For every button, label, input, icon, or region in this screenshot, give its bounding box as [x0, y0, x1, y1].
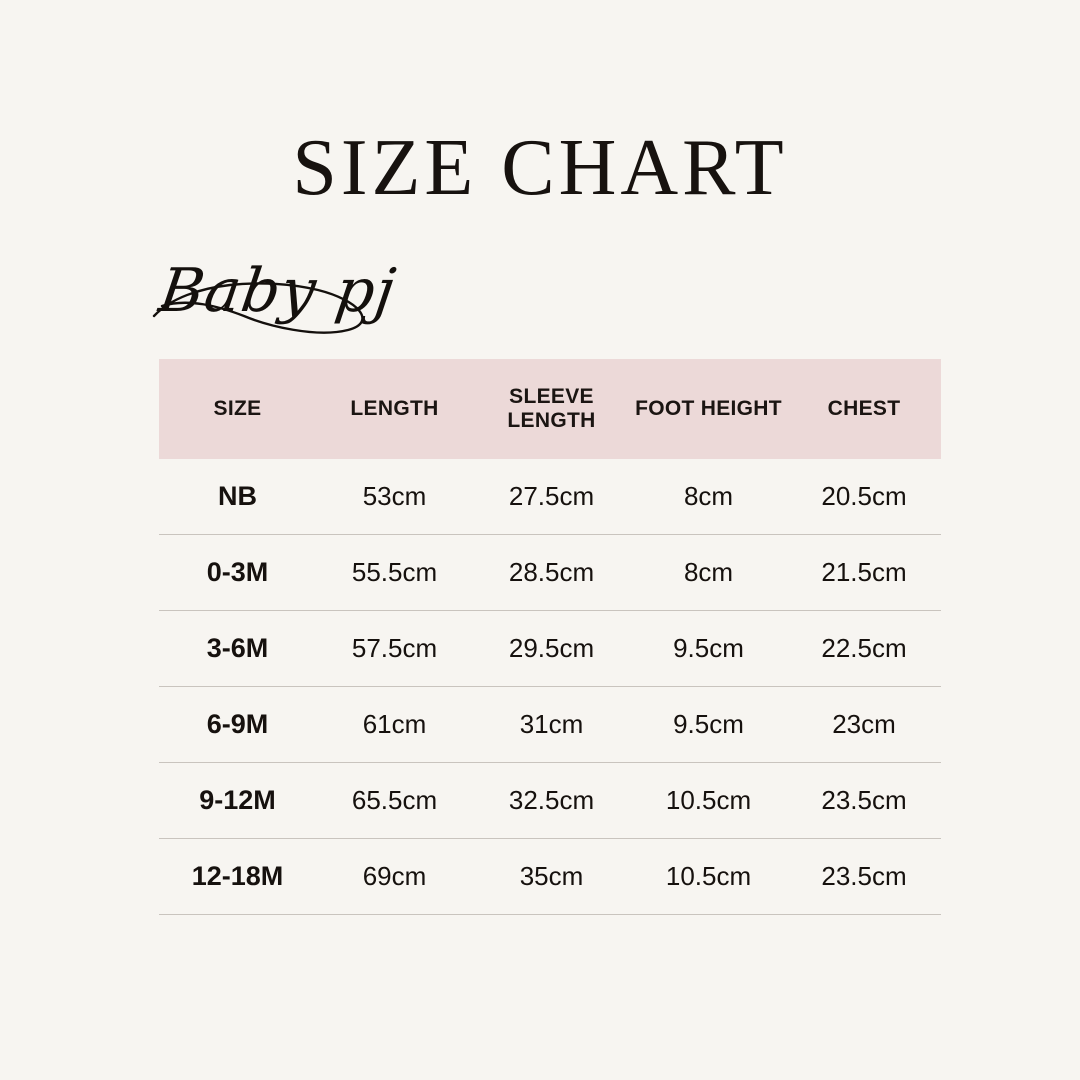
table-row [159, 459, 941, 535]
cell-chest: 22.5cm [787, 611, 941, 687]
cell-sleeve-length: 35cm [473, 839, 630, 915]
size-chart-table [159, 359, 941, 915]
cell-chest: 23.5cm [787, 763, 941, 839]
cell-foot-height: 8cm [630, 459, 787, 535]
cell-length: 69cm [316, 839, 473, 915]
cell-sleeve-length: 28.5cm [473, 535, 630, 611]
column-header-chest: CHEST [787, 359, 941, 459]
cell-foot-height: 9.5cm [630, 687, 787, 763]
column-header-size: SIZE [159, 359, 316, 459]
cell-chest: 20.5cm [787, 459, 941, 535]
cell-foot-height: 10.5cm [630, 839, 787, 915]
cell-size: 3-6M [159, 611, 316, 687]
table-row [159, 763, 941, 839]
table-header-row [159, 359, 941, 459]
cell-length: 55.5cm [316, 535, 473, 611]
table-row [159, 687, 941, 763]
table-row [159, 611, 941, 687]
cell-chest: 23.5cm [787, 839, 941, 915]
cell-length: 65.5cm [316, 763, 473, 839]
cell-size: 9-12M [159, 763, 316, 839]
cell-sleeve-length: 32.5cm [473, 763, 630, 839]
table-row [159, 839, 941, 915]
cell-foot-height: 10.5cm [630, 763, 787, 839]
cell-length: 57.5cm [316, 611, 473, 687]
cell-chest: 23cm [787, 687, 941, 763]
cell-chest: 21.5cm [787, 535, 941, 611]
cell-foot-height: 8cm [630, 535, 787, 611]
column-header-foot-height: FOOT HEIGHT [630, 359, 787, 459]
column-header-sleeve-length: SLEEVE LENGTH [473, 359, 630, 459]
cell-size: 6-9M [159, 687, 316, 763]
cell-sleeve-length: 29.5cm [473, 611, 630, 687]
cell-length: 61cm [316, 687, 473, 763]
page-title: SIZE CHART [292, 124, 788, 212]
table-row [159, 535, 941, 611]
cell-size: 12-18M [159, 839, 316, 915]
cell-size: 0-3M [159, 535, 316, 611]
cell-sleeve-length: 27.5cm [473, 459, 630, 535]
subtitle-text: Baby pj [155, 256, 401, 326]
cell-length: 53cm [316, 459, 473, 535]
cell-sleeve-length: 31cm [473, 687, 630, 763]
subtitle-block [155, 256, 580, 348]
cell-size: NB [159, 459, 316, 535]
cell-foot-height: 9.5cm [630, 611, 787, 687]
column-header-length: LENGTH [316, 359, 473, 459]
